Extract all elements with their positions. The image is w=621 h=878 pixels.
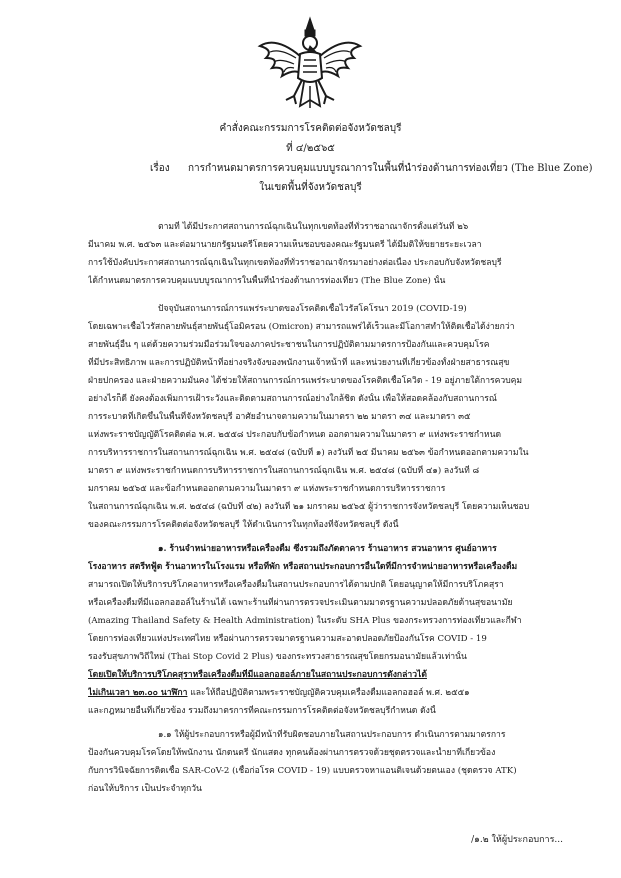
clause-1-heading: ๑. ร้านจำหน่ายอาหารหรือเครื่องดื่ม ซึ่งรวมถึงภัตตาคาร ร้านอาหาร สวนอาหาร ศูนย์อาหาร bbox=[158, 544, 497, 554]
garuda-emblem-icon bbox=[256, 16, 364, 116]
body-line: ที่มีประสิทธิภาพ และการปฏิบัติหน้าที่อย่างจริงจังของพนักงานเจ้าหน้าที่ และหน่วยงานที่เกี่ยวข้องทั้งฝ่ายสาธารณสุข bbox=[88, 358, 510, 368]
body-line: มีนาคม พ.ศ. ๒๕๖๓ และต่อมานายกรัฐมนตรีโดยความเห็นชอบของคณะรัฐมนตรี ได้มีมติให้ขยายระยะเวลา bbox=[88, 240, 482, 250]
alcohol-act-reference: และให้ถือปฏิบัติตามพระราชบัญญัติควบคุมเครื่องดื่มแอลกอฮอล์ พ.ศ. ๒๕๕๑ bbox=[187, 688, 470, 698]
closing-time-emphasis: ไม่เกินเวลา ๒๓.๐๐ นาฬิกา bbox=[88, 688, 188, 698]
clause-1-1: ๑.๑ ให้ผู้ประกอบการหรือผู้มีหน้าที่รับผิดชอบภายในสถานประกอบการ ดำเนินการตามมาตรการ bbox=[158, 730, 506, 740]
body-line: และกฎหมายอื่นที่เกี่ยวข้อง รวมถึงมาตรการที่คณะกรรมการโรคติดต่อจังหวัดชลบุรีกำหนด ดังนี้ bbox=[88, 706, 436, 716]
body-line: ฝ่ายปกครอง และฝ่ายความมั่นคง ได้ช่วยให้สถานการณ์การแพร่ระบาดของโรคติดเชื้อโควิด - 19 อยู่ภายใต้การควบคุม bbox=[88, 376, 523, 386]
body-line: ป้องกันควบคุมโรคโดยให้พนักงาน นักดนตรี นักแสดง ทุกคนต้องผ่านการตรวจด้วยชุดตรวจและน้ำยาที่เกี่ยวข้อง bbox=[88, 748, 496, 758]
body-line: การระบาดที่เกิดขึ้นในพื้นที่จังหวัดชลบุรี อาศัยอำนาจตามความในมาตรา ๒๒ มาตรา ๓๔ และมาตรา ๓๕ bbox=[88, 412, 471, 422]
body-line: อย่างไรก็ดี ยังคงต้องเพิ่มการเฝ้าระวังและติดตามสถานการณ์อย่างใกล้ชิด ดังนั้น เพื่อให้สอดคล้องกับสถานการณ์ bbox=[88, 394, 497, 404]
order-title: คำสั่งคณะกรรมการโรคติดต่อจังหวัดชลบุรี bbox=[219, 123, 402, 134]
clause-1-heading-cont: โรงอาหาร สตรีทฟู้ด ร้านอาหารในโรงแรม หรือที่พัก หรือสถานประกอบการอื่นใดที่มีการจำหน่ายอาหารหรือเครื่องดื่ม bbox=[88, 562, 518, 572]
body-line bbox=[88, 687, 569, 699]
body-line: (Amazing Thailand Safety & Health Administration) ในระดับ SHA Plus ของกระทรวงการท่องเที่ยวและกีฬา bbox=[88, 616, 522, 626]
body-line: ปัจจุบันสถานการณ์การแพร่ระบาดของโรคติดเชื้อไวรัสโคโรนา 2019 (COVID-19) bbox=[158, 304, 467, 314]
body-line: การบริหารราชการในสถานการณ์ฉุกเฉิน พ.ศ. ๒๕๔๘ (ฉบับที่ ๑) ลงวันที่ ๒๕ มีนาคม ๒๕๖๓ ข้อกำหนดออกตามความใน bbox=[88, 448, 529, 458]
body-line: การใช้บังคับประกาศสถานการณ์ฉุกเฉินในทุกเขตท้องที่ทั่วราชอาณาจักรมาอย่างต่อเนื่อง ประกอบกับจังหวัดชลบุรี bbox=[88, 258, 502, 268]
body-line: มกราคม ๒๕๖๕ และข้อกำหนดออกตามความในมาตรา ๙ แห่งพระราชกำหนดการบริหารราชการ bbox=[88, 484, 446, 494]
body-line: โดยการท่องเที่ยวแห่งประเทศไทย หรือผ่านการตรวจมาตรฐานความสะอาดปลอดภัยป้องกันโรค COVID - 19 bbox=[88, 634, 487, 644]
subject-text: การกำหนดมาตรการควบคุมแบบบูรณาการในพื้นที่นำร่องด้านการท่องเที่ยว (The Blue Zone) bbox=[188, 163, 593, 174]
closing-time-notice: โดยเปิดให้บริการบริโภคสุราหรือเครื่องดื่มที่มีแอลกอฮอล์ภายในสถานประกอบการดังกล่าวได้ bbox=[88, 670, 427, 680]
body-line: แห่งพระราชบัญญัติโรคติดต่อ พ.ศ. ๒๕๕๘ ประกอบกับข้อกำหนด ออกตามความในมาตรา ๙ แห่งพระราชกำหนด bbox=[88, 430, 502, 440]
order-number: ที่ ๔/๒๕๖๕ bbox=[286, 143, 335, 154]
body-line: รองรับสุขภาพวิถีใหม่ (Thai Stop Covid 2 Plus) ของกระทรวงสาธารณสุขโดยกรมอนามัยแล้วเท่านั้น bbox=[88, 652, 467, 662]
subject-line bbox=[150, 162, 592, 176]
body-line: สามารถเปิดให้บริการบริโภคอาหารหรือเครื่องดื่มในสถานประกอบการได้ตามปกติ โดยอนุญาตให้มีการบริโภคสุรา bbox=[88, 580, 504, 590]
body-line: ของคณะกรรมการโรคติดต่อจังหวัดชลบุรี ให้ดำเนินการในทุกท้องที่จังหวัดชลบุรี ดังนี้ bbox=[88, 520, 399, 530]
body-line: มาตรา ๙ แห่งพระราชกำหนดการบริหารราชการในสถานการณ์ฉุกเฉิน พ.ศ. ๒๕๔๘ (ฉบับที่ ๔๑) ลงวันที่ ๘ bbox=[88, 466, 480, 476]
body-line: กับการวินิจฉัยการติดเชื้อ SAR-CoV-2 (เชื้อก่อโรค COVID - 19) แบบตรวจหาแอนติเจนด้วยตนเอง (ชุดตรวจ ATK) bbox=[88, 766, 517, 776]
subject-line-2: ในเขตพื้นที่จังหวัดชลบุรี bbox=[259, 182, 362, 193]
subject-label: เรื่อง bbox=[150, 163, 170, 174]
body-line: หรือเครื่องดื่มที่มีแอลกอฮอล์ในร้านได้ เฉพาะร้านที่ผ่านการตรวจประเมินตามมาตรฐานความปลอดภัยด้านสุขอนามัย bbox=[88, 598, 513, 608]
continuation-marker: /๑.๒ ให้ผู้ประกอบการ... bbox=[471, 835, 563, 845]
body-line: โดยเฉพาะเชื้อไวรัสกลายพันธุ์สายพันธุ์โอมิครอน (Omicron) สามารถแพร่ได้เร็วและมีโอกาสทำให้ติดเชื้อได้ง่ายกว่า bbox=[88, 322, 515, 332]
body-line: สายพันธุ์อื่น ๆ แต่ด้วยความร่วมมือร่วมใจของภาคประชาชนในการปฏิบัติตามมาตรการป้องกันและควบคุมโรค bbox=[88, 340, 490, 350]
body-line: ได้กำหนดมาตรการควบคุมแบบบูรณาการในพื้นที่นำร่องด้านการท่องเที่ยว (The Blue Zone) นั้น bbox=[88, 276, 446, 286]
body-line: ก่อนให้บริการ เป็นประจำทุกวัน bbox=[88, 784, 202, 794]
body-line: ในสถานการณ์ฉุกเฉิน พ.ศ. ๒๕๔๘ (ฉบับที่ ๔๒) ลงวันที่ ๒๑ มกราคม ๒๕๖๕ ผู้ว่าราชการจังหวัดชลบุรี โดยความเห็นชอบ bbox=[88, 502, 530, 512]
body-line: ตามที่ ได้มีประกาศสถานการณ์ฉุกเฉินในทุกเขตท้องที่ทั่วราชอาณาจักรตั้งแต่วันที่ ๒๖ bbox=[158, 222, 469, 232]
